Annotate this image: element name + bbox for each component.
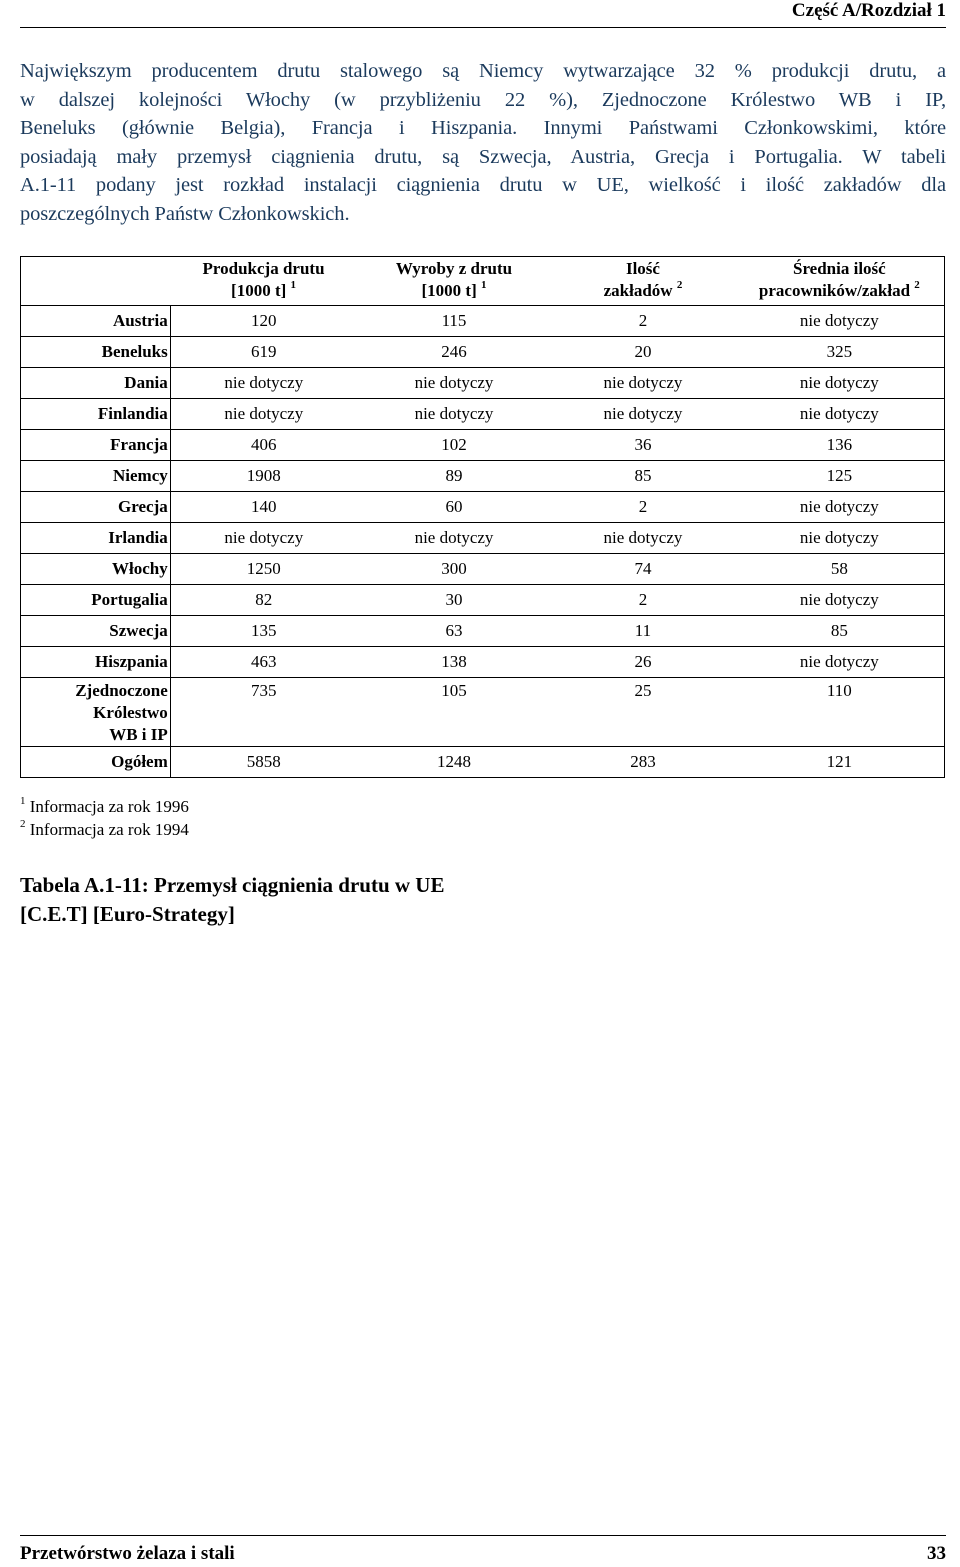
row-label: Dania bbox=[21, 368, 171, 399]
table-cell: nie dotyczy bbox=[551, 368, 735, 399]
table-corner-cell bbox=[21, 257, 171, 306]
table-cell: 20 bbox=[551, 337, 735, 368]
table-cell: nie dotyczy bbox=[735, 647, 945, 678]
page-footer bbox=[20, 1535, 946, 1565]
intro-line: poszczególnych Państw Członkowskich. bbox=[20, 202, 350, 225]
table-cell: 2 bbox=[551, 306, 735, 337]
row-label: Niemcy bbox=[21, 461, 171, 492]
table-cell: 121 bbox=[735, 747, 945, 778]
table-header-row bbox=[21, 257, 945, 306]
chapter-label: Część A/Rozdział 1 bbox=[791, 0, 946, 21]
table-cell: 89 bbox=[357, 461, 551, 492]
table-row bbox=[21, 399, 945, 430]
intro-paragraph bbox=[20, 57, 946, 229]
row-label: Grecja bbox=[21, 492, 171, 523]
table-cell: nie dotyczy bbox=[735, 306, 945, 337]
page-header bbox=[20, 0, 946, 28]
table-cell: 5858 bbox=[170, 747, 357, 778]
table-cell: 1248 bbox=[357, 747, 551, 778]
table-cell: nie dotyczy bbox=[551, 523, 735, 554]
intro-line: Największym producentem drutu stalowego są Niemcy wytwarzające 32 % produkcji drutu, a bbox=[20, 60, 946, 82]
table-cell: nie dotyczy bbox=[170, 523, 357, 554]
table-cell: 463 bbox=[170, 647, 357, 678]
table-cell: 1908 bbox=[170, 461, 357, 492]
column-header: Wyroby z drutu [1000 t] $^1$ bbox=[357, 257, 551, 306]
table-cell: 74 bbox=[551, 554, 735, 585]
table-cell: nie dotyczy bbox=[551, 399, 735, 430]
table-row bbox=[21, 492, 945, 523]
row-label: Finlandia bbox=[21, 399, 171, 430]
table-cell: nie dotyczy bbox=[735, 399, 945, 430]
table-cell: 2 bbox=[551, 492, 735, 523]
table-cell: 110 bbox=[735, 678, 945, 747]
table-cell: 140 bbox=[170, 492, 357, 523]
wire-drawing-table bbox=[20, 256, 945, 778]
intro-line: posiadają mały przemysł ciągnienia drutu, są Szwecja, Austria, Grecja i Portugalia. W tabeli bbox=[20, 145, 946, 168]
row-label: Ogółem bbox=[21, 747, 171, 778]
table-cell: 125 bbox=[735, 461, 945, 492]
row-label: Irlandia bbox=[21, 523, 171, 554]
table-cell: 246 bbox=[357, 337, 551, 368]
table-row bbox=[21, 616, 945, 647]
table-cell: 2 bbox=[551, 585, 735, 616]
table-cell: nie dotyczy bbox=[735, 492, 945, 523]
table-cell: 85 bbox=[735, 616, 945, 647]
row-label: Włochy bbox=[21, 554, 171, 585]
table-row bbox=[21, 430, 945, 461]
table-cell: 300 bbox=[357, 554, 551, 585]
table-cell: 105 bbox=[357, 678, 551, 747]
page-number: 33 bbox=[927, 1543, 946, 1564]
table-cell: nie dotyczy bbox=[735, 585, 945, 616]
table-cell: 136 bbox=[735, 430, 945, 461]
table-cell: 60 bbox=[357, 492, 551, 523]
table-cell: 102 bbox=[357, 430, 551, 461]
table-cell: nie dotyczy bbox=[357, 523, 551, 554]
column-header: Produkcja drutu [1000 t] $^1$ bbox=[170, 257, 357, 306]
table-row bbox=[21, 461, 945, 492]
row-label: Zjednoczone Królestwo WB i IP bbox=[21, 678, 171, 747]
table-row bbox=[21, 523, 945, 554]
table-cell: 63 bbox=[357, 616, 551, 647]
table-cell: 325 bbox=[735, 337, 945, 368]
table-footnotes bbox=[20, 795, 189, 841]
table-cell: nie dotyczy bbox=[357, 399, 551, 430]
footer-title: Przetwórstwo żelaza i stali bbox=[20, 1543, 235, 1564]
table-cell: 30 bbox=[357, 585, 551, 616]
table-cell: 36 bbox=[551, 430, 735, 461]
column-header: Średnia ilość pracowników/zakład $^2$ bbox=[735, 257, 945, 306]
table-row bbox=[21, 554, 945, 585]
table-caption: Tabela A.1-11: Przemysł ciągnienia drutu w UE [C.E.T] [Euro-Strategy] bbox=[20, 873, 445, 926]
row-label: Portugalia bbox=[21, 585, 171, 616]
table-cell: nie dotyczy bbox=[735, 368, 945, 399]
table-cell: 283 bbox=[551, 747, 735, 778]
table-cell: 135 bbox=[170, 616, 357, 647]
table-cell: 58 bbox=[735, 554, 945, 585]
footnote: $^2$ Informacja za rok 1994 bbox=[20, 818, 189, 839]
table-cell: 82 bbox=[170, 585, 357, 616]
table-cell: nie dotyczy bbox=[170, 399, 357, 430]
row-label: Francja bbox=[21, 430, 171, 461]
row-label: Austria bbox=[21, 306, 171, 337]
table-cell: 406 bbox=[170, 430, 357, 461]
table-cell: nie dotyczy bbox=[170, 368, 357, 399]
intro-line: A.1-11 podany jest rozkład instalacji ciągnienia drutu w UE, wielkość i ilość zakładów dla bbox=[20, 174, 946, 197]
table-cell: 26 bbox=[551, 647, 735, 678]
table-total-row bbox=[21, 747, 945, 778]
table-row bbox=[21, 585, 945, 616]
table-cell: 25 bbox=[551, 678, 735, 747]
table-cell: 138 bbox=[357, 647, 551, 678]
intro-line: Beneluks (głównie Belgia), Francja i Hiszpania. Innymi Państwami Członkowskimi, które bbox=[20, 117, 946, 140]
intro-line: w dalszej kolejności Włochy (w przybliżeniu 22 %), Zjednoczone Królestwo WB i IP, bbox=[20, 88, 946, 111]
table-row bbox=[21, 306, 945, 337]
table-cell: nie dotyczy bbox=[357, 368, 551, 399]
table-cell: 11 bbox=[551, 616, 735, 647]
table-cell: 619 bbox=[170, 337, 357, 368]
column-header: Ilość zakładów $^2$ bbox=[551, 257, 735, 306]
table-row bbox=[21, 368, 945, 399]
table-row bbox=[21, 647, 945, 678]
table-cell: nie dotyczy bbox=[735, 523, 945, 554]
table-row bbox=[21, 337, 945, 368]
row-label: Beneluks bbox=[21, 337, 171, 368]
table-cell: 85 bbox=[551, 461, 735, 492]
table-cell: 120 bbox=[170, 306, 357, 337]
table-row bbox=[21, 678, 945, 747]
table-cell: 115 bbox=[357, 306, 551, 337]
row-label: Hiszpania bbox=[21, 647, 171, 678]
footnote: $^1$ Informacja za rok 1996 bbox=[20, 795, 189, 816]
row-label: Szwecja bbox=[21, 616, 171, 647]
table-cell: 735 bbox=[170, 678, 357, 747]
table-cell: 1250 bbox=[170, 554, 357, 585]
